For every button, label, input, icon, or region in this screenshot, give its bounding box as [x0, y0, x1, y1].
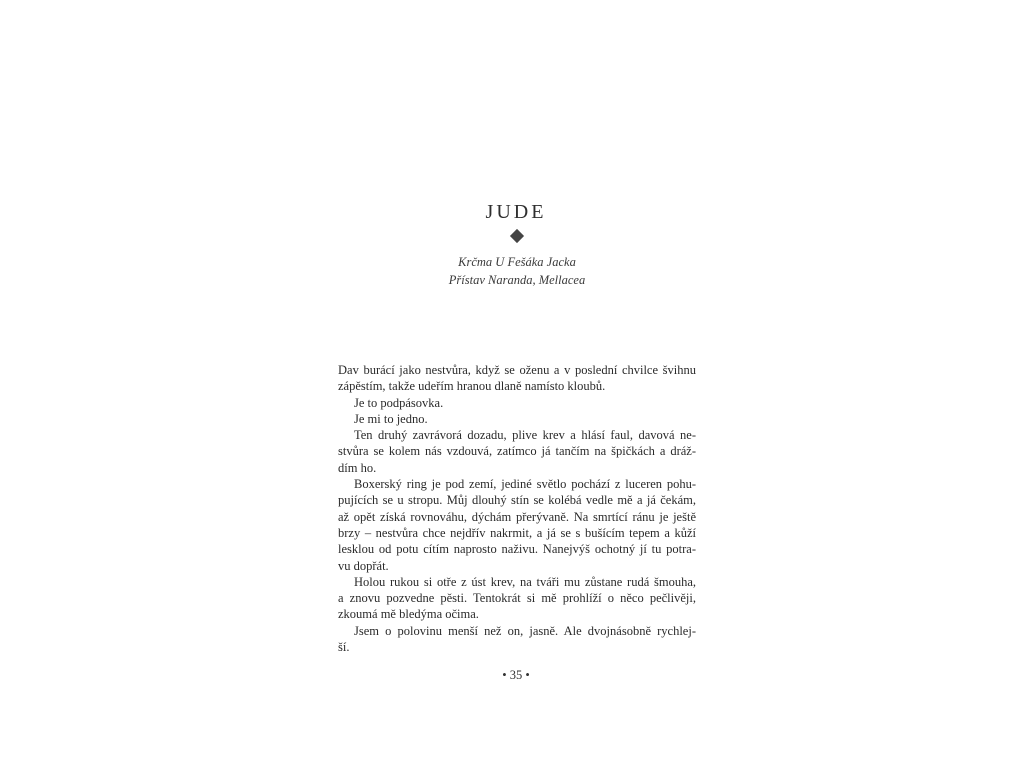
text-line: Boxerský ring je pod zemí, jediné světlo pochází z luceren pohu- — [354, 477, 696, 492]
text-line: vu dopřát. — [338, 558, 389, 573]
chapter-location-line-2: Přístav Naranda, Mellacea — [448, 273, 586, 287]
body-text — [338, 362, 696, 655]
text-line: až opět získá rovnováhu, dýchám přerývaně. Na smrtící ránu je ještě — [338, 509, 696, 524]
text-line: brzy – nestvůra chce nejdřív nakrmit, a já se s bušícím tepem a kůží — [338, 525, 696, 540]
text-line: Jsem o polovinu menší než on, jasně. Ale dvojnásobně rychlej- — [354, 623, 696, 638]
text-line: lesklou od potu cítím naprosto naživu. Nanejvýš ochotný jí tu potra- — [338, 542, 696, 557]
chapter-title: JUDE — [485, 201, 547, 223]
chapter-location-line-1: Krčma U Fešáka Jacka — [458, 255, 576, 269]
text-line: ší. — [338, 640, 350, 655]
text-line: stvůra se kolem nás vzdouvá, zatímco já tančím na špičkách a dráž- — [338, 444, 696, 459]
text-line: Je mi to jedno. — [354, 411, 428, 426]
page-number: • 35 • — [502, 668, 530, 682]
text-line: pujících se u stropu. Můj dlouhý stín se kolébá vedle mě a já čekám, — [338, 493, 696, 508]
text-line: zápěstím, takže udeřím hranou dlaně namísto kloubů. — [338, 379, 606, 394]
text-line: Dav burácí jako nestvůra, když se oženu a v poslední chvilce švihnu — [338, 363, 696, 377]
text-line: zkoumá mě bledýma očima. — [338, 607, 479, 622]
text-line: a znovu pozvedne pěsti. Tentokrát si mě prohlíží o něco pečlivěji, — [338, 591, 696, 606]
text-line: dím ho. — [338, 460, 377, 475]
ornament-diamond-icon — [510, 229, 524, 243]
text-line: Je to podpásovka. — [354, 395, 444, 410]
text-line: Holou rukou si otře z úst krev, na tváři mu zůstane rudá šmouha, — [354, 574, 696, 589]
text-line: Ten druhý zavrávorá dozadu, plive krev a hlásí faul, davová ne- — [354, 428, 696, 443]
